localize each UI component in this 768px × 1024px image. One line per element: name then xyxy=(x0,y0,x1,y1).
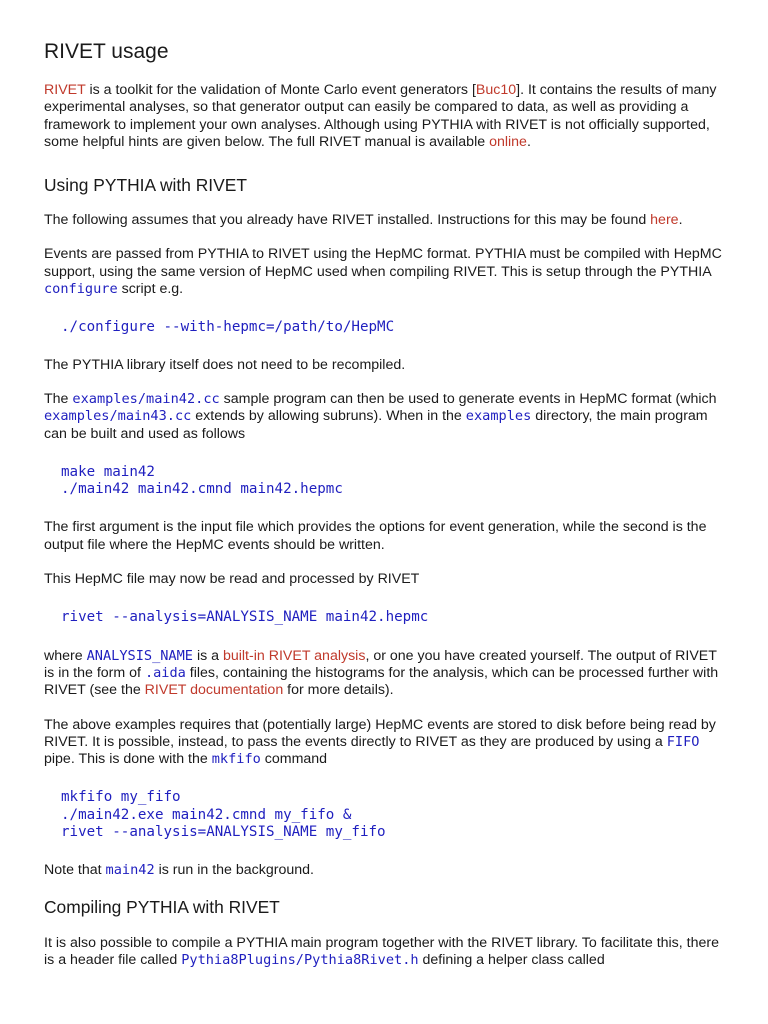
pythia8rivet-header-code: Pythia8Plugins/Pythia8Rivet.h xyxy=(181,951,419,968)
buc10-reference-link[interactable]: Buc10 xyxy=(475,82,517,98)
where-text-4: files, containing the histograms for the analysis, which can be processed further with RIVET (see the xyxy=(44,664,719,699)
hepmc-paragraph: This HepMC file may now be read and processed by RIVET xyxy=(44,571,420,588)
main43-cc-code: examples/main43.cc xyxy=(44,408,192,425)
rivet-link[interactable]: RIVET xyxy=(44,82,86,98)
first-argument-paragraph: The first argument is the input file which provides the options for event generation, while the second is the output file where the HepMC events should be written. xyxy=(44,519,707,553)
note-text-1: Note that xyxy=(44,862,106,879)
rivet-documentation-link[interactable]: RIVET documentation xyxy=(144,682,284,699)
compile-text-1: It is also possible to compile a PYTHIA main program together with the RIVET library. To facilitate this, there is a header file called xyxy=(44,934,719,968)
above-text-3: command xyxy=(260,751,328,768)
main42-cc-code: examples/main42.cc xyxy=(72,390,220,407)
events-paragraph xyxy=(44,246,724,298)
mkfifo-code: mkfifo xyxy=(211,751,261,768)
examples-text-2: sample program can then be used to generate events in HepMC format (which xyxy=(219,390,717,407)
compile-paragraph xyxy=(44,935,724,970)
events-end: script e.g. xyxy=(117,281,184,298)
above-text-2: pipe. This is done with the xyxy=(44,751,212,768)
where-text-5: for more details). xyxy=(283,682,394,699)
examples-dir-code: examples xyxy=(465,408,532,425)
intro-text-1: is a toolkit for the validation of Monte Carlo event generators [ xyxy=(85,82,476,98)
page-title: RIVET usage xyxy=(44,40,169,63)
intro-text-2: ]. It contains the results of many experimental analyses, so that generator output can easily be compared to data, as well as providing a framework to implement your own analyses. Although using PYTHIA with RIVET is not officially supported, some helpful hints are given below. The full RIVET manual is available xyxy=(44,82,717,150)
install-instructions-link[interactable]: here xyxy=(650,212,679,229)
section-heading-using: Using PYTHIA with RIVET xyxy=(44,175,247,196)
configure-code-block: ./configure --with-hepmc=/path/to/HepMC xyxy=(61,319,395,336)
intro-paragraph xyxy=(44,82,724,151)
examples-text-3: extends by allowing subruns). When in the xyxy=(191,408,466,425)
fifo-paragraph xyxy=(44,717,724,769)
assumes-text: The following assumes that you already have RIVET installed. Instructions for this may be found xyxy=(44,212,651,229)
where-paragraph xyxy=(44,648,724,700)
compile-text-2: defining a helper class called xyxy=(418,951,605,968)
configure-code: configure xyxy=(44,281,118,298)
examples-paragraph xyxy=(44,391,724,443)
assumes-paragraph xyxy=(44,212,724,229)
section-heading-compiling: Compiling PYTHIA with RIVET xyxy=(44,896,280,917)
note-paragraph xyxy=(44,862,724,879)
events-text: Events are passed from PYTHIA to RIVET using the HepMC format. PYTHIA must be compiled with HepMC support, using the same version of HepMC used when compiling RIVET. This is setup through the PYTHIA xyxy=(44,246,722,280)
make-code-block: make main42 ./main42 main42.cmnd main42.hepmc xyxy=(61,463,343,498)
online-manual-link[interactable]: online xyxy=(489,133,527,150)
main42-code: main42 xyxy=(105,862,155,879)
note-text-2: is run in the background. xyxy=(154,862,314,879)
analysis-name-code: ANALYSIS_NAME xyxy=(86,647,193,664)
library-paragraph: The PYTHIA library itself does not need to be recompiled. xyxy=(44,356,406,373)
rivet-code-block: rivet --analysis=ANALYSIS_NAME main42.hepmc xyxy=(61,609,429,626)
examples-text-1: The xyxy=(44,390,73,407)
fifo-code: FIFO xyxy=(666,733,700,750)
assumes-end: . xyxy=(678,212,683,229)
examples-text-4: directory, the main program can be built and used as follows xyxy=(44,408,708,442)
where-text-2: is a xyxy=(193,647,223,664)
intro-text-3: . xyxy=(526,133,531,150)
fifo-code-block: mkfifo my_fifo ./main42.exe main42.cmnd my_fifo & rivet --analysis=ANALYSIS_NAME my_fifo xyxy=(61,789,386,841)
above-text-1: The above examples requires that (potentially large) HepMC events are stored to disk before being read by RIVET. It is possible, instead, to pass the events directly to RIVET as they are produced by using a xyxy=(44,716,716,750)
where-text-1: where xyxy=(44,647,87,664)
builtin-analysis-link[interactable]: built-in RIVET analysis xyxy=(222,647,366,664)
aida-code: .aida xyxy=(144,664,186,681)
where-text-3: , or one you have created yourself. The output of RIVET is in the form of xyxy=(44,647,717,681)
